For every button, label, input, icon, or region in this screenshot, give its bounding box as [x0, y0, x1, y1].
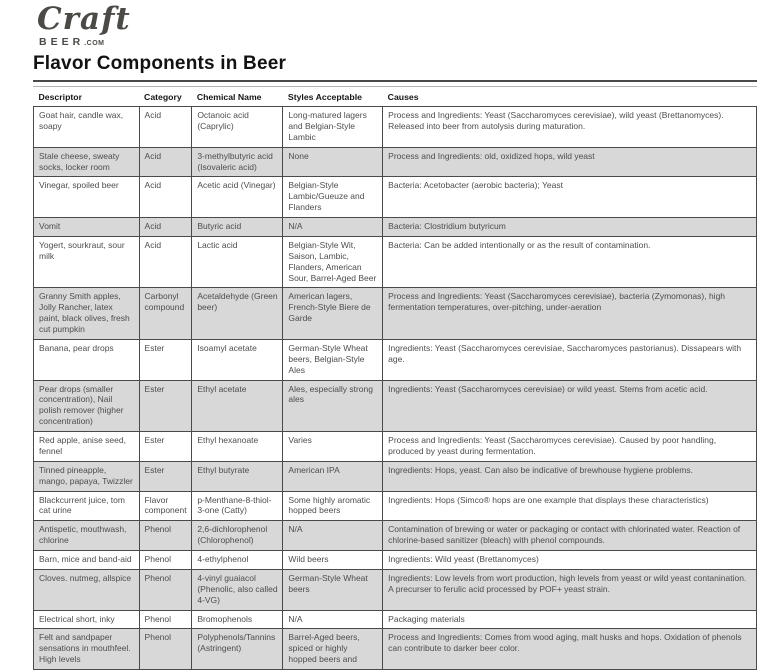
column-header-causes: Causes — [387, 92, 419, 102]
header-divider — [33, 86, 757, 87]
table-row — [34, 551, 757, 570]
cell-chemical-name: Butyric acid — [192, 218, 283, 237]
table-row — [34, 521, 757, 551]
table-row — [34, 610, 757, 629]
table-row — [34, 629, 757, 670]
cell-causes: Ingredients: Hops (Simco® hops are one example that displays these characteristics) — [383, 491, 757, 521]
cell-descriptor: Cloves. nutmeg, allspice — [34, 569, 140, 610]
cell-causes: Process and Ingredients: Yeast (Saccharomyces cerevisiae). Caused by poor handling, produced by yeast during fermentation. — [383, 432, 757, 462]
cell-styles-acceptable: American lagers, French-Style Biere de Garde — [283, 288, 383, 340]
cell-chemical-name: Ethyl butyrate — [192, 461, 283, 491]
cell-styles-acceptable: N/A — [283, 521, 383, 551]
cell-descriptor: Stale cheese, sweaty socks, locker room — [34, 147, 140, 177]
cell-causes: Packaging materials — [383, 610, 757, 629]
cell-chemical-name: Ethyl hexanoate — [192, 432, 283, 462]
cell-chemical-name: Acetaldehyde (Green beer) — [192, 288, 283, 340]
cell-causes: Process and Ingredients: Yeast (Saccharomyces cerevisiae), bacteria (Zymomonas), high fermentation temperatures, over-pitching, under-aeration — [383, 288, 757, 340]
cell-styles-acceptable: Belgian-Style Lambic/Gueuze and Flanders — [283, 177, 383, 218]
cell-chemical-name: Isoamyl acetate — [192, 339, 283, 380]
cell-chemical-name: 4-vinyl guaiacol (Phenolic, also called 4-VG) — [192, 569, 283, 610]
column-header-descriptor: Descriptor — [38, 92, 82, 102]
table-row — [34, 432, 757, 462]
cell-causes: Contamination of brewing or water or packaging or contact with chlorinated water. Reaction of chlorine-based sanitizer (bleach) with phenol compounds. — [383, 521, 757, 551]
cell-category: Phenol — [139, 521, 192, 551]
flavor-components-table — [33, 88, 757, 670]
craftbeer-logo — [37, 1, 757, 49]
cell-causes: Process and Ingredients: Comes from wood aging, malt husks and hops. Oxidation of phenols can contribute to darker beer color. — [383, 629, 757, 670]
cell-styles-acceptable: German-Style Wheat beers, Belgian-Style Ales — [283, 339, 383, 380]
logo-subline — [39, 33, 757, 49]
cell-category: Phenol — [139, 629, 192, 670]
cell-category: Acid — [139, 236, 192, 288]
page-title: Flavor Components in Beer — [33, 53, 757, 82]
cell-descriptor: Antispetic, mouthwash, chlorine — [34, 521, 140, 551]
table-row — [34, 218, 757, 237]
cell-causes: Ingredients: Yeast (Saccharomyces cerevisiae, Saccharomyces pastorianus). Dissapears with age. — [383, 339, 757, 380]
table-header-row — [34, 88, 757, 107]
cell-causes: Bacteria: Clostridium butyricum — [383, 218, 757, 237]
cell-styles-acceptable: Long-matured lagers and Belgian-Style Lambic — [283, 107, 383, 148]
cell-causes: Ingredients: Wild yeast (Brettanomyces) — [383, 551, 757, 570]
table-row — [34, 491, 757, 521]
table-row — [34, 569, 757, 610]
cell-styles-acceptable: Belgian-Style Wit, Saison, Lambic, Flanders, American Sour, Barrel-Aged Beer — [283, 236, 383, 288]
table-row — [34, 236, 757, 288]
cell-causes: Bacteria: Acetobacter (aerobic bacteria); Yeast — [383, 177, 757, 218]
cell-descriptor: Barn, mice and band-aid — [34, 551, 140, 570]
cell-chemical-name: Bromophenols — [192, 610, 283, 629]
cell-category: Phenol — [139, 551, 192, 570]
cell-descriptor: Red apple, anise seed, fennel — [34, 432, 140, 462]
table-header — [34, 88, 757, 107]
cell-category: Ester — [139, 339, 192, 380]
cell-chemical-name: Octanoic acid (Caprylic) — [192, 107, 283, 148]
cell-chemical-name: Lactic acid — [192, 236, 283, 288]
cell-chemical-name: Ethyl acetate — [192, 380, 283, 432]
cell-descriptor: Vinegar, spoiled beer — [34, 177, 140, 218]
cell-category: Ester — [139, 461, 192, 491]
cell-chemical-name: Polyphenols/Tannins (Astringent) — [192, 629, 283, 670]
cell-causes: Process and Ingredients: Yeast (Saccharomyces cerevisiae), wild yeast (Brettanomyces). Released into beer from autolysis during maturation. — [383, 107, 757, 148]
table-row — [34, 177, 757, 218]
cell-descriptor: Banana, pear drops — [34, 339, 140, 380]
table-row — [34, 288, 757, 340]
cell-descriptor: Vomit — [34, 218, 140, 237]
cell-category: Acid — [139, 218, 192, 237]
cell-styles-acceptable: N/A — [283, 218, 383, 237]
column-header-category: Category — [144, 92, 182, 102]
cell-styles-acceptable: None — [283, 147, 383, 177]
cell-descriptor: Goat hair, candle wax, soapy — [34, 107, 140, 148]
table-row — [34, 461, 757, 491]
logo-script-text: Craft — [37, 1, 131, 37]
cell-category: Phenol — [139, 569, 192, 610]
cell-category: Ester — [139, 380, 192, 432]
cell-causes: Ingredients: Hops, yeast. Can also be indicative of brewhouse hygiene problems. — [383, 461, 757, 491]
cell-styles-acceptable: Ales, especially strong ales — [283, 380, 383, 432]
column-header-styles-acceptable: Styles Acceptable — [287, 92, 362, 102]
cell-category: Ester — [139, 432, 192, 462]
cell-styles-acceptable: Barrel-Aged beers, spiced or highly hopped beers and — [283, 629, 383, 670]
table-body — [34, 107, 757, 670]
cell-descriptor: Yogert, sourkraut, sour milk — [34, 236, 140, 288]
cell-category: Acid — [139, 147, 192, 177]
cell-causes: Ingredients: Yeast (Saccharomyces cerevisiae) or wild yeast. Stems from acetic acid. — [383, 380, 757, 432]
cell-descriptor: Blackcurrent juice, tom cat urine — [34, 491, 140, 521]
cell-styles-acceptable: Varies — [283, 432, 383, 462]
cell-category: Acid — [139, 177, 192, 218]
cell-descriptor: Electrical short, inky — [34, 610, 140, 629]
cell-category: Flavor component — [139, 491, 192, 521]
cell-causes: Process and Ingredients: old, oxidized hops, wild yeast — [383, 147, 757, 177]
cell-descriptor: Granny Smith apples, Jolly Rancher, latex paint, black olives, fresh cut pumpkin — [34, 288, 140, 340]
logo-word: BEER — [39, 36, 85, 48]
cell-category: Acid — [139, 107, 192, 148]
cell-category: Phenol — [139, 610, 192, 629]
cell-chemical-name: 4-ethylphenol — [192, 551, 283, 570]
cell-chemical-name: 2,6-dichlorophenol (Chlorophenol) — [192, 521, 283, 551]
cell-styles-acceptable: Wild beers — [283, 551, 383, 570]
cell-styles-acceptable: German-Style Wheat beers — [283, 569, 383, 610]
table-row — [34, 107, 757, 148]
cell-causes: Ingredients: Low levels from wort production, high levels from yeast or wild yeast contanination. A precurser to ferulic acid processed by POF+ yeast strain. — [383, 569, 757, 610]
cell-causes: Bacteria: Can be added intentionally or as the result of contamination. — [383, 236, 757, 288]
cell-styles-acceptable: American IPA — [283, 461, 383, 491]
cell-chemical-name: p-Menthane-8-thiol-3-one (Catty) — [192, 491, 283, 521]
table-row — [34, 339, 757, 380]
logo-tld: .COM — [84, 40, 105, 47]
table-row — [34, 380, 757, 432]
cell-styles-acceptable: N/A — [283, 610, 383, 629]
cell-descriptor: Felt and sandpaper sensations in mouthfeel. High levels — [34, 629, 140, 670]
cell-descriptor: Tinned pineapple, mango, papaya, Twizzler — [34, 461, 140, 491]
table-row — [34, 147, 757, 177]
cell-styles-acceptable: Some highly aromatic hopped beers — [283, 491, 383, 521]
cell-category: Carbonyl compound — [139, 288, 192, 340]
cell-chemical-name: Acetic acid (Vinegar) — [192, 177, 283, 218]
cell-chemical-name: 3-methylbutyric acid (Isovaleric acid) — [192, 147, 283, 177]
column-header-chemical-name: Chemical Name — [196, 92, 262, 102]
cell-descriptor: Pear drops (smaller concentration), Nail polish remover (higher concentration) — [34, 380, 140, 432]
